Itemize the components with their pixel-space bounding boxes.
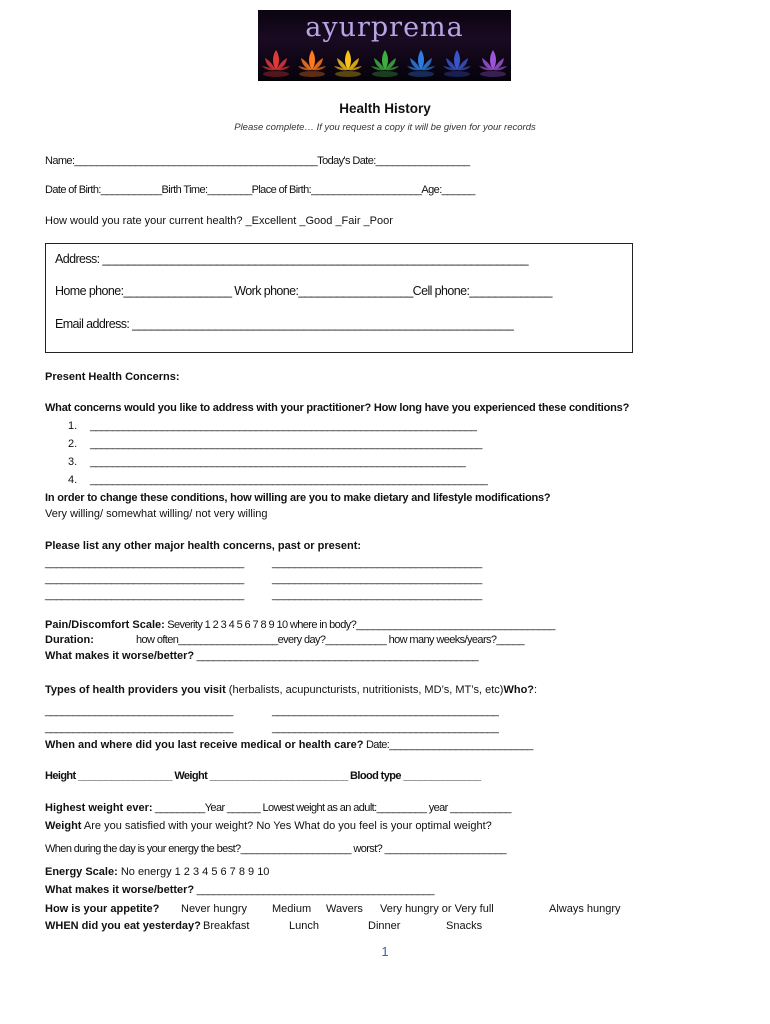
appetite-option[interactable]: Medium xyxy=(272,903,312,915)
pain-worse-label: What makes it worse/better? xyxy=(45,650,195,662)
other-concern-line-left[interactable]: ____________________________________ xyxy=(45,589,244,601)
page-number: 1 xyxy=(381,944,389,959)
energy-scale-label: Energy Scale: xyxy=(45,866,118,878)
providers-examples: (herbalists, acupuncturists, nutritionists, MD’s, MT’s, etc) xyxy=(225,684,504,696)
concern-number: 2. xyxy=(68,438,78,450)
height-weight-blood-line[interactable]: Height _________________ Weight _________________________ Blood type ______________ xyxy=(45,770,481,782)
lotus-icon xyxy=(333,46,363,78)
highest-weight-label: Highest weight ever: xyxy=(45,802,153,814)
energy-worse-row xyxy=(45,884,434,896)
pain-worse-row xyxy=(45,650,478,662)
pain-scale-label: Pain/Discomfort Scale: xyxy=(45,619,165,631)
pain-scale-fields[interactable]: Severity 1 2 3 4 5 6 7 8 9 10 where in body?____________________________________ xyxy=(164,619,555,631)
other-concerns-heading: Please list any other major health concerns, past or present: xyxy=(45,540,362,552)
provider-line-right[interactable]: _________________________________________ xyxy=(272,722,499,734)
meals-label: WHEN did you eat yesterday? xyxy=(45,920,201,932)
other-concern-line-right[interactable]: ______________________________________ xyxy=(272,589,482,601)
concern-line[interactable]: _______________________________________________________________________ xyxy=(90,438,482,450)
lotus-icon xyxy=(370,46,400,78)
concerns-heading: Present Health Concerns: xyxy=(45,371,180,383)
providers-label: Types of health providers you visit xyxy=(45,684,226,696)
other-concern-line-right[interactable]: ______________________________________ xyxy=(272,557,482,569)
other-concern-line-left[interactable]: ____________________________________ xyxy=(45,573,244,585)
address-line[interactable]: Address: ___________________________________________________________________ xyxy=(55,252,528,266)
lotus-icon xyxy=(442,46,472,78)
meal-option[interactable]: Lunch xyxy=(289,920,319,932)
concerns-question: What concerns would you like to address with your practitioner? How long have you experienced these conditions? xyxy=(45,402,630,414)
energy-worse-line[interactable]: ___________________________________________ xyxy=(194,884,434,896)
meal-option[interactable]: Dinner xyxy=(368,920,401,932)
other-concern-line-left[interactable]: ____________________________________ xyxy=(45,557,244,569)
pain-scale-row xyxy=(45,619,555,631)
other-concern-line-right[interactable]: ______________________________________ xyxy=(272,573,482,585)
concern-line[interactable]: ________________________________________________________________________ xyxy=(90,474,488,486)
weight-satisfaction-row xyxy=(45,820,492,832)
provider-line-left[interactable]: __________________________________ xyxy=(45,722,233,734)
concern-number: 3. xyxy=(68,456,78,468)
page-subtitle: Please complete… If you request a copy it will be given for your records xyxy=(234,122,536,133)
phones-line[interactable]: Home phone:_________________ Work phone:__________________Cell phone:_____________ xyxy=(55,284,552,298)
lotus-icon xyxy=(478,46,508,78)
appetite-option[interactable]: Very hungry or Very full xyxy=(380,903,494,915)
weight-satisfaction-text[interactable]: Are you satisfied with your weight? No Yes What do you feel is your optimal weight? xyxy=(81,820,492,832)
energy-worse-label: What makes it worse/better? xyxy=(45,884,195,896)
email-line[interactable]: Email address: ____________________________________________________________ xyxy=(55,317,514,331)
last-care-row xyxy=(45,739,533,751)
lotus-icon xyxy=(406,46,436,78)
willingness-options[interactable]: Very willing/ somewhat willing/ not very willing xyxy=(45,508,268,520)
concern-number: 4. xyxy=(68,474,78,486)
provider-line-right[interactable]: _________________________________________ xyxy=(272,705,499,717)
lotus-icon xyxy=(297,46,327,78)
duration-label: Duration: xyxy=(45,634,94,646)
appetite-option[interactable]: Always hungry xyxy=(549,903,621,915)
page-title: Health History xyxy=(339,101,431,116)
meal-option[interactable]: Snacks xyxy=(446,920,483,932)
pain-worse-line[interactable]: ___________________________________________________ xyxy=(194,650,479,662)
providers-colon: : xyxy=(534,684,538,696)
provider-line-left[interactable]: __________________________________ xyxy=(45,705,233,717)
highest-weight-fields[interactable]: _________Year ______ Lowest weight as an adult:_________ year ___________ xyxy=(152,802,511,814)
last-care-label: When and where did you last receive medical or health care? xyxy=(45,739,364,751)
energy-scale-row xyxy=(45,866,269,878)
concern-number: 1. xyxy=(68,420,78,432)
name-date-line[interactable]: Name:____________________________________________Today's Date:_________________ xyxy=(45,155,470,167)
logo-wordmark: ayurprema xyxy=(305,12,464,43)
appetite-label: How is your appetite? xyxy=(45,903,160,915)
providers-who: Who? xyxy=(503,684,535,696)
ayurprema-logo xyxy=(258,10,511,81)
duration-fields[interactable]: how often__________________every day?___________ how many weeks/years?_____ xyxy=(136,634,525,646)
meal-option[interactable]: Breakfast xyxy=(203,920,250,932)
highest-weight-row xyxy=(45,802,511,814)
concern-line[interactable]: ______________________________________________________________________ xyxy=(90,420,477,432)
health-rating-line[interactable]: How would you rate your current health? _Excellent _Good _Fair _Poor xyxy=(45,215,393,227)
lotus-icon xyxy=(261,46,291,78)
willingness-question: In order to change these conditions, how willing are you to make dietary and lifestyle modifications? xyxy=(45,492,551,504)
energy-scale-values[interactable]: No energy 1 2 3 4 5 6 7 8 9 10 xyxy=(117,866,270,878)
last-care-date[interactable]: Date:__________________________ xyxy=(363,739,533,751)
energy-best-line[interactable]: When during the day is your energy the best?____________________ worst? ______________________ xyxy=(45,843,507,855)
appetite-option[interactable]: Wavers xyxy=(326,903,363,915)
concern-line[interactable]: ____________________________________________________________________ xyxy=(90,456,466,468)
weight-label: Weight xyxy=(45,820,82,832)
appetite-option[interactable]: Never hungry xyxy=(181,903,248,915)
providers-row xyxy=(45,684,537,696)
birth-info-line[interactable]: Date of Birth:___________Birth Time:________Place of Birth:____________________Age:______ xyxy=(45,184,475,196)
